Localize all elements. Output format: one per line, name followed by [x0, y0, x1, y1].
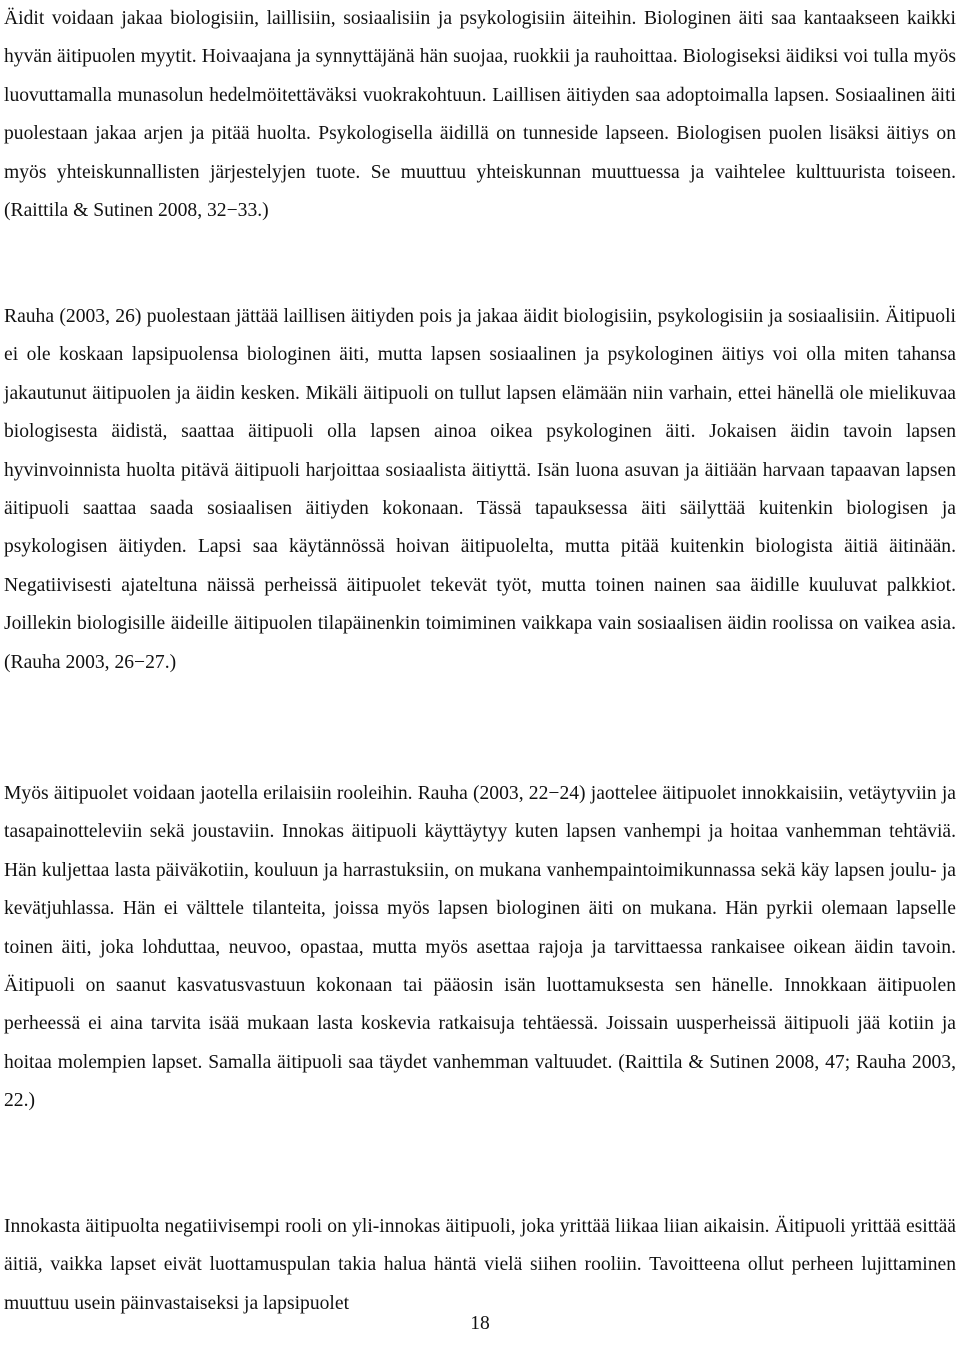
page-number: 18: [470, 1313, 490, 1334]
paragraph-2: Rauha (2003, 26) puolestaan jättää laillisen äitiyden pois ja jakaa äidit biologisiin, psykologisiin ja sosiaalisiin. Äitipuoli ei ole koskaan lapsipuolensa biologinen äiti, mutta lapsen sosiaalinen ja psykologinen äitiys voi olla miten tahansa jakautunut äitipuolen ja äidin kesken. Mikäli äitipuoli on tullut lapsen elämään niin varhain, ettei hänellä ole mielikuvaa biologisesta äidistä, saattaa äitipuoli olla lapsen ainoa oikea psykologinen äiti. Jokaisen äidin tavoin lapsen hyvinvoinnista huolta pitävä äitipuoli harjoittaa sosiaalista äitiyttä. Isän luona asuvan ja äitiään harvaan tapaavan lapsen äitipuoli saattaa saada sosiaalisen äitiyden kokonaan. Tässä tapauksessa äiti säilyttää kuitenkin biologisen ja psykologisen äitiyden. Lapsi saa käytännössä hoivan äitipuolelta, mutta pitää kuitenkin biologista äitiä äitinään. Negatiivisesti ajateltuna näissä perheissä äitipuolet tekevät työt, mutta toinen nainen saa äidille kuuluvat palkkiot. Joillekin biologisille äideille äitipuolen tilapäinenkin toimiminen vaikkapa vain sosiaalisen äidin roolissa on vaikea asia. (Rauha 2003, 26−27.): [4, 306, 956, 673]
paragraph-4: Innokasta äitipuolta negatiivisempi rooli on yli-innokas äitipuoli, joka yrittää liikaa liian aikaisin. Äitipuoli yrittää esittää äitiä, vaikka lapset eivät luottamuspulan takia halua häntä vielä siihen rooliin. Tavoitteena ollut perheen lujittaminen muuttuu usein päinvastaiseksi ja lapsipuolet: [4, 1216, 956, 1314]
paragraph-1: Äidit voidaan jakaa biologisiin, laillisiin, sosiaalisiin ja psykologisiin äiteihin. Biologinen äiti saa kantaakseen kaikki hyvän äitipuolen myytit. Hoivaajana ja synnyttäjänä hän suojaa, ruokkii ja rauhoittaa. Biologiseksi äidiksi voi tulla myös luovuttamalla munasolun hedelmöitettäväksi vuokrakohtuun. Laillisen äitiyden saa adoptoimalla lapsen. Sosiaalinen äiti puolestaan jakaa arjen ja pitää huolta. Psykologisella äidillä on tunneside lapseen. Biologisen puolen lisäksi äitiys on myös yhteiskunnallisten järjestelyjen tuote. Se muuttuu yhteiskunnan muuttuessa ja vaihtelee kulttuurista toiseen. (Raittila & Sutinen 2008, 32−33.): [4, 8, 956, 222]
paragraph-3: Myös äitipuolet voidaan jaotella erilaisiin rooleihin. Rauha (2003, 22−24) jaottelee äitipuolet innokkaisiin, vetäytyviin ja tasapainotteleviin sekä joustaviin. Innokas äitipuoli käyttäytyy kuten lapsen vanhempi ja hoitaa vanhemman tehtäviä. Hän kuljettaa lasta päiväkotiin, kouluun ja harrastuksiin, on mukana vanhempaintoimikunnassa sekä käy lapsen joulu- ja kevätjuhlassa. Hän ei välttele tilanteita, joissa myös lapsen biologinen äiti on mukana. Hän pyrkii olemaan lapselle toinen äiti, joka lohduttaa, neuvoo, opastaa, mutta myös asettaa rajoja ja tarvittaessa rankaisee oikean äidin tavoin. Äitipuoli on saanut kasvatusvastuun kokonaan tai pääosin isän luottamuksesta sen hänelle. Innokkaan äitipuolen perheessä ei aina tarvita isää mukaan lasta koskevia ratkaisuja tehtäessä. Joissain uusperheissä äitipuoli jää kotiin ja hoitaa molempien lapset. Samalla äitipuoli saa täydet vanhemman valtuudet. (Raittila & Sutinen 2008, 47; Rauha 2003, 22.): [4, 783, 956, 1112]
